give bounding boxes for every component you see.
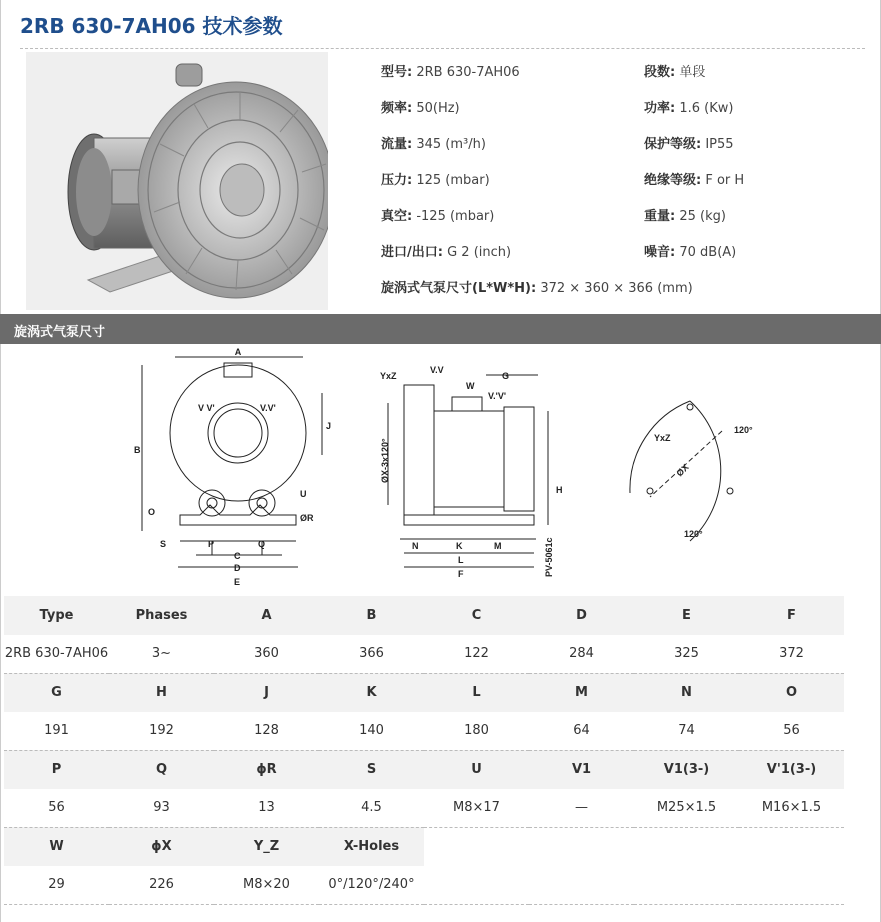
table-cell: 366	[319, 635, 424, 674]
table-empty-cell	[739, 827, 844, 866]
front-label-B: B	[134, 445, 141, 455]
side-label-G: G	[502, 371, 510, 381]
spec-frequency: 频率: 50(Hz)	[381, 101, 460, 116]
side-label-K: K	[456, 541, 463, 551]
front-view-drawing	[142, 357, 322, 567]
table-empty-cell	[424, 827, 529, 866]
side-label-N: N	[412, 541, 419, 551]
table-header-cell: K	[319, 673, 424, 712]
table-cell: 226	[109, 866, 214, 905]
table-header-cell: Y_Z	[214, 827, 319, 866]
table-header-row	[4, 596, 844, 635]
table-header-cell: X-Holes	[319, 827, 424, 866]
table-cell: 191	[4, 712, 109, 751]
front-label-P: P	[208, 539, 215, 549]
table-header-cell: N	[634, 673, 739, 712]
table-row	[4, 789, 844, 828]
table-cell: 13	[214, 789, 319, 828]
table-cell: 56	[739, 712, 844, 751]
front-label-Q: Q	[258, 539, 266, 549]
spec-pressure: 压力: 125 (mbar)	[381, 173, 490, 188]
front-label-A: A	[234, 347, 242, 357]
spec-flow: 流量: 345 (m³/h)	[381, 137, 486, 152]
table-empty-cell	[634, 866, 739, 905]
table-empty-cell	[634, 827, 739, 866]
table-header-row	[4, 827, 844, 866]
table-cell: M8×17	[424, 789, 529, 828]
front-label-S: S	[160, 539, 167, 549]
title-divider	[20, 48, 865, 49]
side-label-YxZ: YxZ	[380, 371, 397, 381]
spec-noise: 噪音: 70 dB(A)	[644, 245, 737, 260]
table-header-cell: V'1(3-)	[739, 750, 844, 789]
spec-size: 旋涡式气泵尺寸(L*W*H): 372 × 360 × 366 (mm)	[381, 281, 693, 296]
side-channel-blower-image	[26, 52, 328, 310]
side-label-VV2: V.'V'	[488, 391, 506, 401]
table-cell: 2RB 630-7AH06	[4, 635, 109, 674]
table-cell: M8×20	[214, 866, 319, 905]
spec-vacuum: 真空: -125 (mbar)	[381, 209, 495, 224]
flange-label-YxZ: YxZ	[654, 433, 671, 443]
table-empty-cell	[424, 866, 529, 905]
side-label-W: W	[466, 381, 475, 391]
table-header-cell: Phases	[109, 596, 214, 635]
front-label-vv2: V.V'	[260, 403, 276, 413]
table-header-cell: D	[529, 596, 634, 635]
table-cell: 29	[4, 866, 109, 905]
table-cell: 360	[214, 635, 319, 674]
table-cell: 74	[634, 712, 739, 751]
table-header-cell: U	[424, 750, 529, 789]
table-header-cell: L	[424, 673, 529, 712]
spec-weight: 重量: 25 (kg)	[644, 209, 726, 224]
section-header	[0, 314, 881, 344]
table-header-cell: M	[529, 673, 634, 712]
side-label-X: ØX-3x120°	[380, 438, 390, 483]
table-row	[4, 866, 844, 905]
spec-insulation: 绝缘等级: F or H	[644, 173, 745, 188]
table-cell: 192	[109, 712, 214, 751]
table-header-cell: J	[214, 673, 319, 712]
side-label-L: L	[458, 555, 464, 565]
table-row	[4, 635, 844, 674]
side-view-drawing	[388, 375, 548, 567]
table-header-cell: H	[109, 673, 214, 712]
page-title: 2RB 630-7AH06 技术参数	[20, 14, 283, 38]
table-cell: 64	[529, 712, 634, 751]
table-header-cell: A	[214, 596, 319, 635]
table-cell: 0°/120°/240°	[319, 866, 424, 905]
table-empty-cell	[529, 827, 634, 866]
front-label-D: D	[234, 563, 241, 573]
table-header-cell: ϕR	[214, 750, 319, 789]
section-title: 旋涡式气泵尺寸	[14, 325, 106, 340]
table-header-cell: ϕX	[109, 827, 214, 866]
side-label-H: H	[556, 485, 563, 495]
table-header-cell: S	[319, 750, 424, 789]
table-cell: 122	[424, 635, 529, 674]
table-header-cell: E	[634, 596, 739, 635]
front-label-O: O	[148, 507, 156, 517]
spec-stages: 段数: 单段	[644, 65, 706, 80]
table-cell: 372	[739, 635, 844, 674]
table-cell: 93	[109, 789, 214, 828]
flange-label-120b: 120°	[684, 529, 703, 539]
front-label-E: E	[234, 577, 241, 587]
side-label-pv: PV-5061c	[544, 537, 554, 577]
table-cell: 140	[319, 712, 424, 751]
table-header-cell: W	[4, 827, 109, 866]
flange-label-120a: 120°	[734, 425, 753, 435]
table-header-cell: P	[4, 750, 109, 789]
table-cell: 128	[214, 712, 319, 751]
table-cell: 3~	[109, 635, 214, 674]
side-label-M: M	[494, 541, 502, 551]
table-cell: 56	[4, 789, 109, 828]
spec-power: 功率: 1.6 (Kw)	[644, 101, 734, 116]
dimension-drawing	[0, 345, 881, 595]
table-cell: M25×1.5	[634, 789, 739, 828]
table-header-cell: Q	[109, 750, 214, 789]
table-empty-cell	[739, 866, 844, 905]
front-label-C: C	[234, 551, 241, 561]
table-cell: —	[529, 789, 634, 828]
spec-model: 型号: 2RB 630-7AH06	[381, 65, 520, 80]
table-cell: 284	[529, 635, 634, 674]
flange-label-X: ØX	[674, 462, 691, 479]
product-photo	[26, 52, 328, 310]
side-label-VV: V.V	[430, 365, 444, 375]
table-header-cell: B	[319, 596, 424, 635]
table-cell: 180	[424, 712, 529, 751]
spec-inlet-outlet: 进口/出口: G 2 (inch)	[381, 245, 512, 260]
table-cell: 4.5	[319, 789, 424, 828]
table-header-row	[4, 673, 844, 712]
table-header-cell: V1	[529, 750, 634, 789]
table-row	[4, 712, 844, 751]
table-header-cell: F	[739, 596, 844, 635]
table-header-cell: G	[4, 673, 109, 712]
front-label-R: ØR	[300, 513, 314, 523]
table-header-row	[4, 750, 844, 789]
table-header-cell: V1(3-)	[634, 750, 739, 789]
table-empty-cell	[529, 866, 634, 905]
spec-protection: 保护等级: IP55	[644, 137, 734, 152]
table-header-cell: C	[424, 596, 529, 635]
front-label-vv: V V'	[198, 403, 215, 413]
parameter-table	[4, 596, 844, 905]
side-label-F: F	[458, 569, 464, 579]
table-cell: M16×1.5	[739, 789, 844, 828]
table-header-cell: Type	[4, 596, 109, 635]
front-label-J: J	[326, 421, 332, 431]
table-header-cell: O	[739, 673, 844, 712]
table-cell: 325	[634, 635, 739, 674]
front-label-U: U	[300, 489, 307, 499]
